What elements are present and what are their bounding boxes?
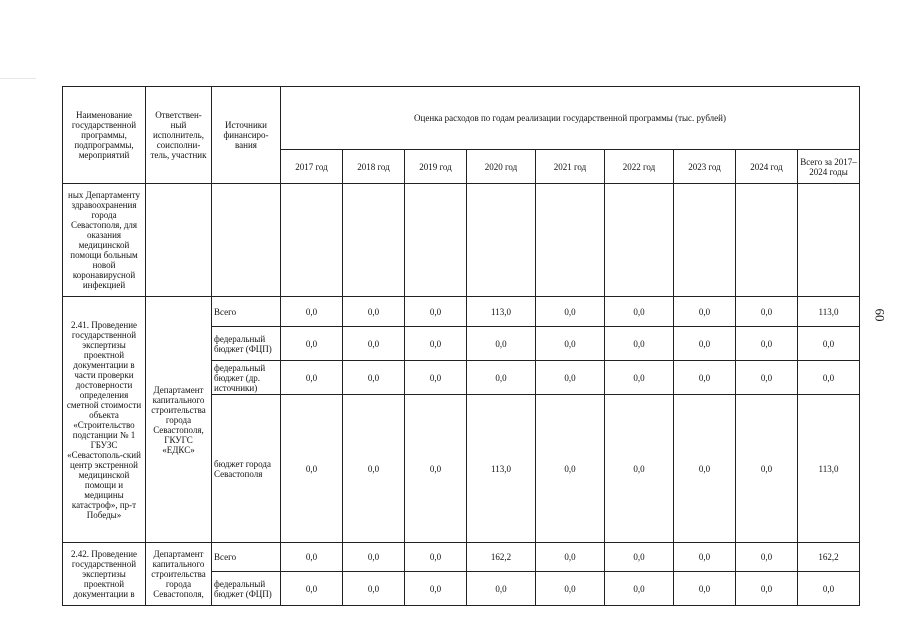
- value-cell: 0,0: [343, 572, 405, 606]
- source-cell: бюджет города Севастополя: [212, 395, 281, 543]
- value-cell: 0,0: [343, 543, 405, 572]
- value-cell: 0,0: [467, 327, 536, 361]
- header-year: 2024 год: [736, 150, 798, 184]
- value-cell: 0,0: [674, 572, 736, 606]
- item-2-41-executor: Департамент капитального строительства города Севастополя, ГКУГС «ЕДКС»: [146, 297, 212, 543]
- total-cell: 113,0: [798, 395, 860, 543]
- total-cell: 0,0: [798, 572, 860, 606]
- table-row: [63, 184, 860, 297]
- header-year: 2023 год: [674, 150, 736, 184]
- value-cell: 0,0: [736, 327, 798, 361]
- value-cell: 0,0: [674, 297, 736, 327]
- value-cell: 0,0: [405, 543, 467, 572]
- value-cell: 0,0: [281, 395, 343, 543]
- value-cell: 0,0: [536, 361, 605, 395]
- value-cell: 0,0: [467, 361, 536, 395]
- value-cell: 0,0: [605, 572, 674, 606]
- value-cell: 0,0: [605, 361, 674, 395]
- value-cell: 0,0: [343, 395, 405, 543]
- value-cell: 0,0: [536, 543, 605, 572]
- source-cell: Всего: [212, 543, 281, 572]
- item-2-41-name: 2.41. Проведение государственной экспертизы проектной документации в части проверки достоверности определения сметной стоимости объекта «Строительство подстанции № 1 ГБУЗС «Севастополь-ский центр экстренной медицинской помощи и медицины катастроф», пр-т Победы»: [63, 297, 146, 543]
- value-cell: 0,0: [405, 572, 467, 606]
- source-cell: Всего: [212, 297, 281, 327]
- value-cell: 0,0: [343, 297, 405, 327]
- header-year: 2020 год: [467, 150, 536, 184]
- source-cell: федеральный бюджет (ФЦП): [212, 572, 281, 606]
- header-name: Наименование государственной программы, подпрограммы, мероприятий: [63, 87, 146, 184]
- total-cell: 0,0: [798, 361, 860, 395]
- value-cell: 0,0: [536, 297, 605, 327]
- item-2-42-name: 2.42. Проведение государственной экспертизы проектной документации в: [63, 543, 146, 606]
- header-year: 2017 год: [281, 150, 343, 184]
- value-cell: 0,0: [405, 327, 467, 361]
- value-cell: 162,2: [467, 543, 536, 572]
- value-cell: 0,0: [281, 297, 343, 327]
- value-cell: 0,0: [281, 543, 343, 572]
- header-estimate: Оценка расходов по годам реализации государственной программы (тыс. рублей): [281, 87, 860, 150]
- header-total: Всего за 2017–2024 годы: [798, 150, 860, 184]
- value-cell: 0,0: [536, 572, 605, 606]
- source-cell: федеральный бюджет (др. источники): [212, 361, 281, 395]
- value-cell: 0,0: [736, 572, 798, 606]
- header-source: Источники финансиро-вания: [212, 87, 281, 184]
- value-cell: 0,0: [405, 297, 467, 327]
- source-cell: федеральный бюджет (ФЦП): [212, 327, 281, 361]
- value-cell: 0,0: [605, 327, 674, 361]
- header-year: 2019 год: [405, 150, 467, 184]
- total-cell: 162,2: [798, 543, 860, 572]
- value-cell: 0,0: [405, 361, 467, 395]
- value-cell: 0,0: [405, 395, 467, 543]
- total-cell: 113,0: [798, 297, 860, 327]
- header-executor: Ответствен-ный исполнитель, соисполни-тель, участник: [146, 87, 212, 184]
- value-cell: 0,0: [736, 543, 798, 572]
- value-cell: 0,0: [281, 572, 343, 606]
- value-cell: 0,0: [736, 361, 798, 395]
- total-cell: 0,0: [798, 327, 860, 361]
- table-row: [63, 297, 860, 327]
- value-cell: 113,0: [467, 395, 536, 543]
- value-cell: 0,0: [736, 395, 798, 543]
- continuation-name: ных Департаменту здравоохранения города Севастополя, для оказания медицинской помощи больным новой коронавирусной инфекцией: [63, 184, 146, 297]
- header-year: 2021 год: [536, 150, 605, 184]
- value-cell: 0,0: [536, 327, 605, 361]
- page-number: 60: [872, 308, 888, 322]
- value-cell: 0,0: [605, 395, 674, 543]
- value-cell: 0,0: [674, 395, 736, 543]
- value-cell: 0,0: [674, 361, 736, 395]
- budget-table: [62, 86, 860, 606]
- value-cell: 0,0: [536, 395, 605, 543]
- value-cell: 0,0: [281, 361, 343, 395]
- page-edge-line: [0, 78, 36, 79]
- value-cell: 0,0: [343, 361, 405, 395]
- header-year: 2022 год: [605, 150, 674, 184]
- value-cell: 0,0: [674, 327, 736, 361]
- value-cell: 113,0: [467, 297, 536, 327]
- value-cell: 0,0: [605, 297, 674, 327]
- value-cell: 0,0: [736, 297, 798, 327]
- table-row: [63, 543, 860, 572]
- header-year: 2018 год: [343, 150, 405, 184]
- item-2-42-executor: Департамент капитального строительства города Севастополя,: [146, 543, 212, 606]
- value-cell: 0,0: [343, 327, 405, 361]
- value-cell: 0,0: [605, 543, 674, 572]
- value-cell: 0,0: [281, 327, 343, 361]
- value-cell: 0,0: [674, 543, 736, 572]
- value-cell: 0,0: [467, 572, 536, 606]
